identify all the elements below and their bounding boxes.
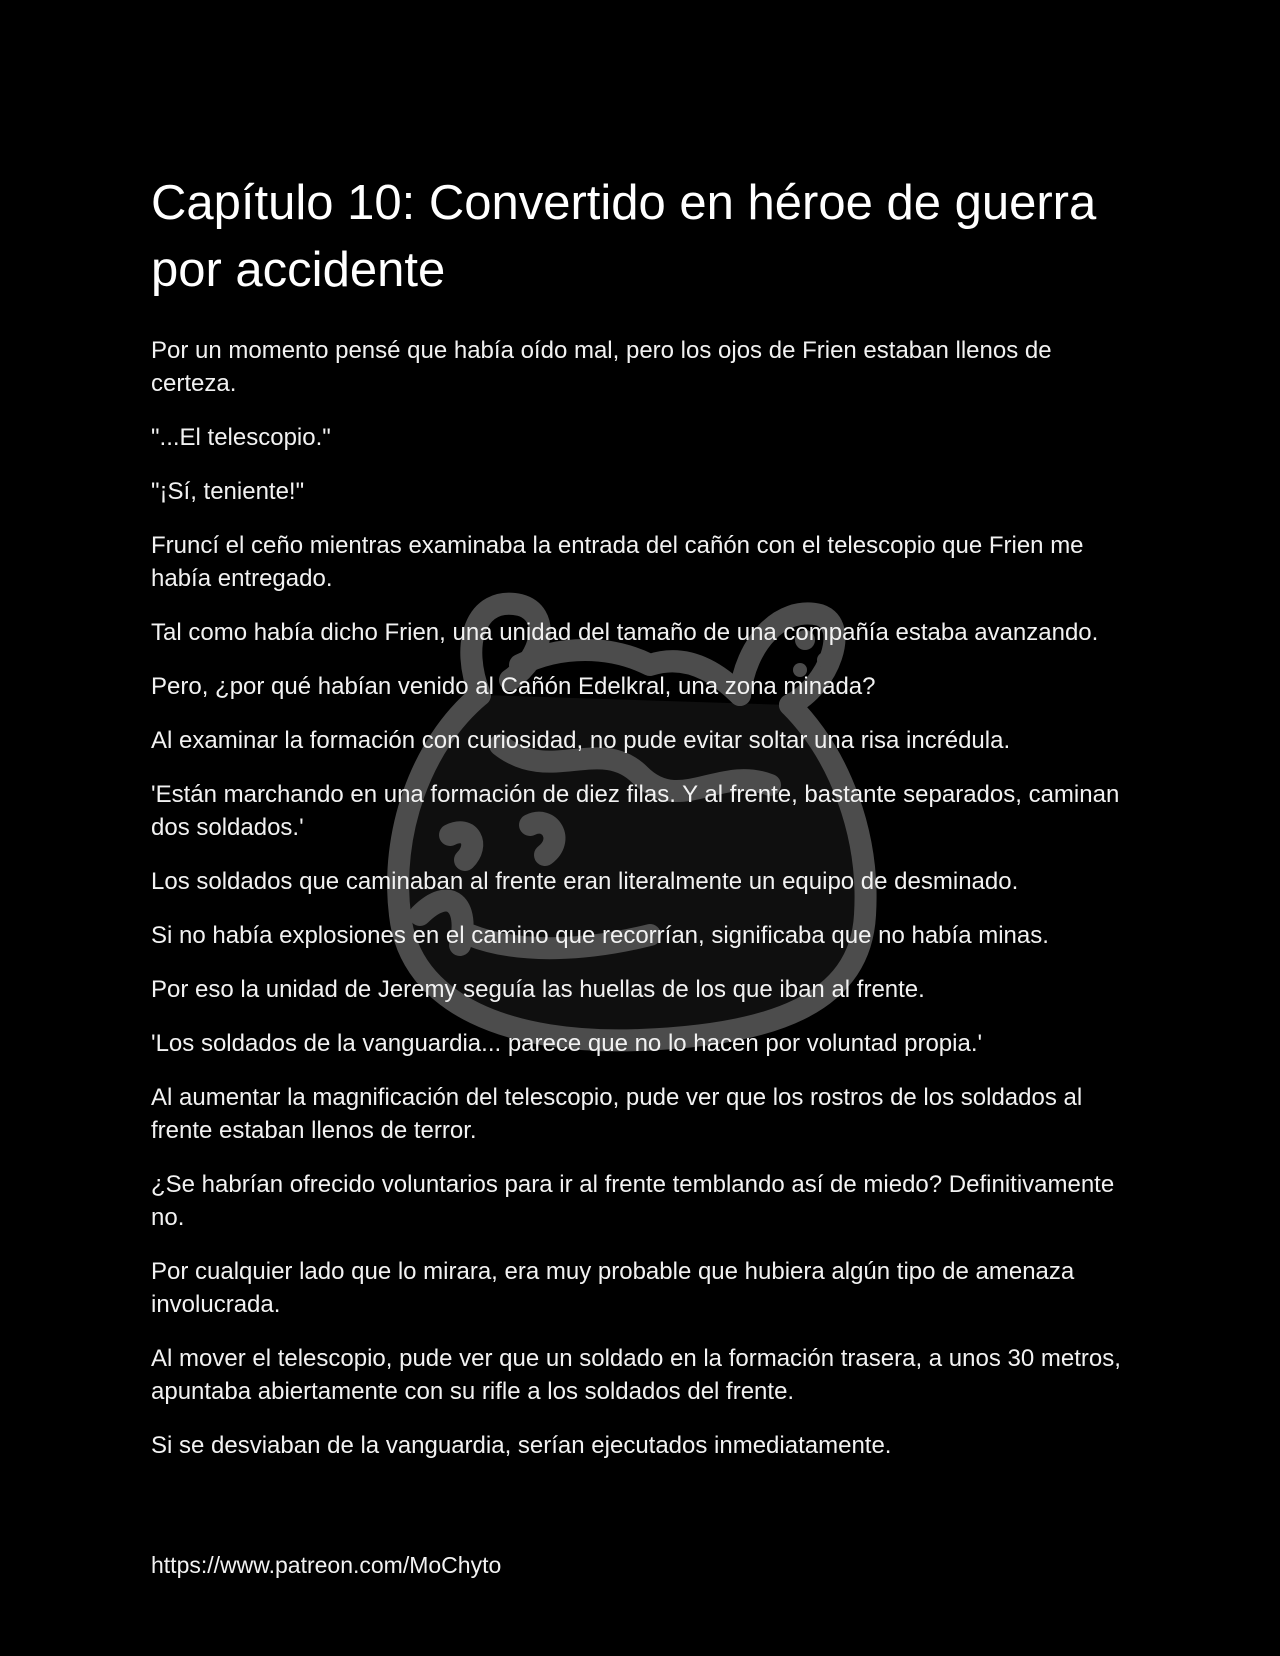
chapter-title: Capítulo 10: Convertido en héroe de guerra por accidente [151,176,1097,297]
paragraph: Fruncí el ceño mientras examinaba la entrada del cañón con el telescopio que Frien me había entregado. [151,532,1084,592]
paragraph: Si no había explosiones en el camino que recorrían, significaba que no había minas. [151,922,1049,949]
paragraph: ¿Se habrían ofrecido voluntarios para ir al frente temblando así de miedo? Definitivamente no. [151,1171,1115,1231]
paragraph: "¡Sí, teniente!" [151,478,305,505]
patreon-link[interactable]: https://www.patreon.com/MoChyto [151,1552,502,1578]
paragraph: Pero, ¿por qué habían venido al Cañón Edelkral, una zona minada? [151,673,876,700]
chapter-content [151,170,1141,1483]
paragraph: Por un momento pensé que había oído mal, pero los ojos de Frien estaban llenos de certeza. [151,337,1052,397]
paragraph: Al aumentar la magnificación del telescopio, pude ver que los rostros de los soldados al frente estaban llenos de terror. [151,1084,1083,1144]
paragraph: Si se desviaban de la vanguardia, serían ejecutados inmediatamente. [151,1432,892,1459]
paragraph: Al mover el telescopio, pude ver que un soldado en la formación trasera, a unos 30 metros, apuntaba abiertamente con su rifle a los soldados del frente. [151,1345,1121,1405]
paragraph: "...El telescopio." [151,424,331,451]
paragraph: Los soldados que caminaban al frente eran literalmente un equipo de desminado. [151,868,1019,895]
paragraph: Tal como había dicho Frien, una unidad del tamaño de una compañía estaba avanzando. [151,619,1099,646]
paragraph: Al examinar la formación con curiosidad, no pude evitar soltar una risa incrédula. [151,727,1011,754]
paragraph: 'Están marchando en una formación de diez filas. Y al frente, bastante separados, caminan dos soldados.' [151,781,1120,841]
paragraph: Por cualquier lado que lo mirara, era muy probable que hubiera algún tipo de amenaza involucrada. [151,1258,1075,1318]
paragraph: 'Los soldados de la vanguardia... parece que no lo hacen por voluntad propia.' [151,1030,983,1057]
paragraph: Por eso la unidad de Jeremy seguía las huellas de los que iban al frente. [151,976,925,1003]
